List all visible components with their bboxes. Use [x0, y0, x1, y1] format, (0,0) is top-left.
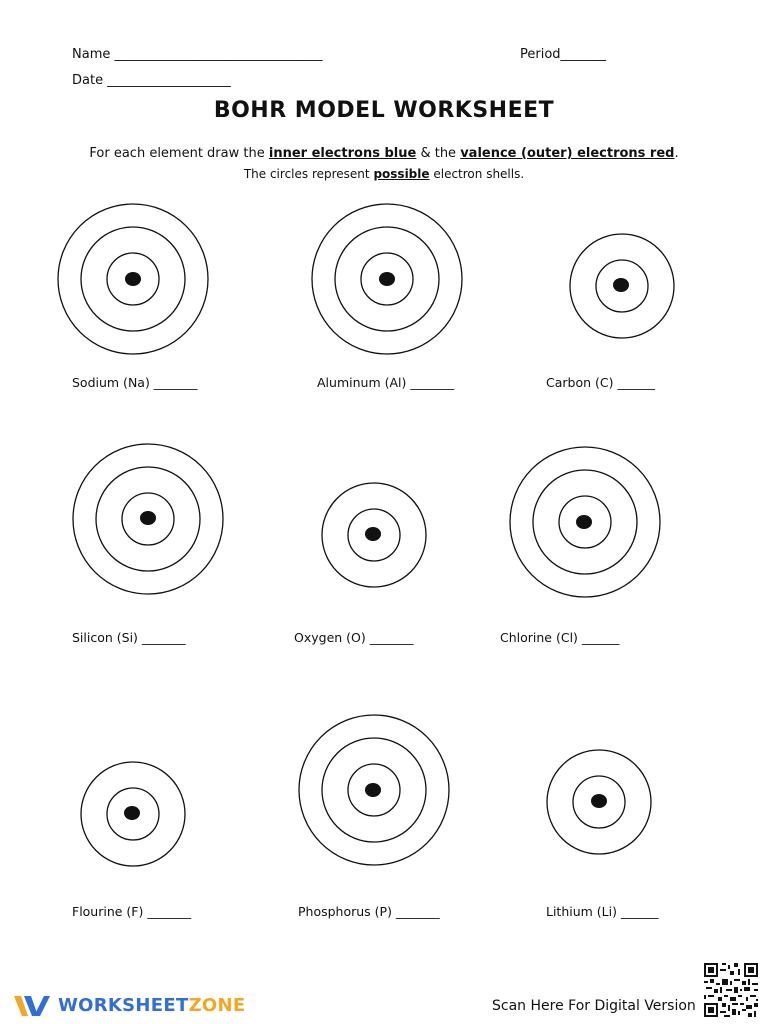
element-label-flourine: Flourine (F) _______: [72, 904, 192, 919]
brand-wordmark: [58, 995, 246, 1016]
nucleus: [576, 515, 592, 529]
bohr-diagram-carbon[interactable]: [568, 232, 676, 340]
instruction-text: electron shells.: [433, 167, 525, 181]
name-field[interactable]: [72, 47, 323, 62]
date-line: ___________________: [107, 73, 231, 88]
date-label: Date: [72, 73, 104, 88]
qr-code-icon[interactable]: [704, 963, 758, 1017]
instructions-line-2: [0, 167, 768, 181]
nucleus: [379, 272, 395, 286]
element-label-oxygen: Oxygen (O) _______: [294, 630, 414, 645]
period-field[interactable]: [520, 47, 606, 62]
nucleus: [124, 806, 140, 820]
instruction-period: .: [674, 146, 679, 161]
element-label-carbon: Carbon (C) ______: [546, 375, 655, 390]
bohr-diagram-aluminum[interactable]: [310, 202, 464, 356]
brand-part-worksheet: WORKSHEET: [58, 995, 189, 1016]
instructions-line-1: [0, 146, 768, 161]
emphasis-inner-electrons: inner electrons blue: [268, 146, 417, 161]
bohr-diagram-sodium[interactable]: [56, 202, 210, 356]
bohr-diagram-lithium[interactable]: [545, 748, 653, 856]
brand-part-zone: ZONE: [188, 995, 246, 1016]
element-label-aluminum: Aluminum (Al) _______: [317, 375, 455, 390]
nucleus: [365, 527, 381, 541]
emphasis-possible: possible: [373, 167, 430, 181]
instruction-text: The circles represent: [243, 167, 370, 181]
period-label: Period: [520, 47, 561, 62]
date-field[interactable]: [72, 73, 231, 88]
nucleus: [613, 278, 629, 292]
page-title: BOHR MODEL WORKSHEET: [213, 98, 555, 123]
nucleus: [591, 794, 607, 808]
bohr-diagram-phosphorus[interactable]: [297, 713, 451, 867]
bohr-diagram-flourine[interactable]: [79, 760, 187, 868]
nucleus: [365, 783, 381, 797]
instruction-text: For each element draw the: [89, 146, 265, 161]
worksheetzone-logo-icon: [12, 992, 52, 1020]
element-label-sodium: Sodium (Na) _______: [72, 375, 198, 390]
nucleus: [140, 511, 156, 525]
scan-caption: Scan Here For Digital Version: [492, 998, 696, 1014]
element-label-phosphorus: Phosphorus (P) _______: [298, 904, 440, 919]
nucleus: [125, 272, 141, 286]
name-line: ________________________________: [114, 47, 323, 62]
bohr-diagram-chlorine[interactable]: [508, 445, 662, 599]
element-label-silicon: Silicon (Si) _______: [72, 630, 186, 645]
name-label: Name: [72, 47, 111, 62]
element-label-lithium: Lithium (Li) ______: [546, 904, 659, 919]
instruction-text: & the: [420, 146, 457, 161]
bohr-diagram-silicon[interactable]: [71, 442, 225, 596]
element-label-chlorine: Chlorine (Cl) ______: [500, 630, 620, 645]
bohr-diagram-oxygen[interactable]: [320, 481, 428, 589]
emphasis-valence-electrons: valence (outer) electrons red: [460, 146, 675, 161]
period-line: _______: [560, 47, 607, 62]
